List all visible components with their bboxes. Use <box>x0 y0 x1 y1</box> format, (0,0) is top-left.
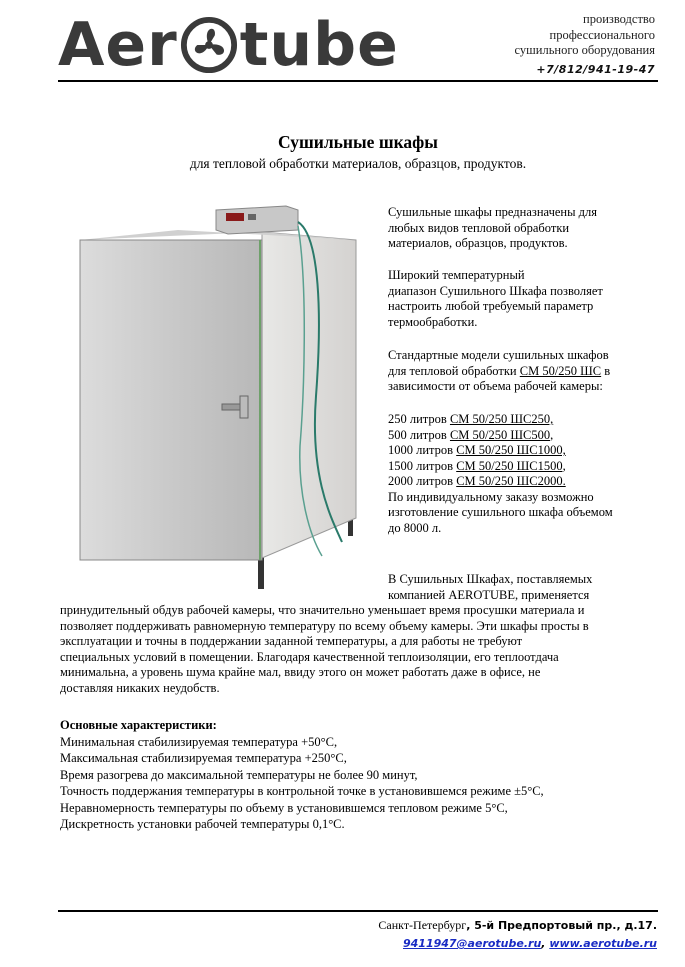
logo-text-left: Aer <box>58 10 178 80</box>
list-item: 250 литров СМ 50/250 ШС250, <box>388 412 554 426</box>
spec-item: Неравномерность температуры по объему в установившемся тепловом режиме 5°С, <box>60 800 508 815</box>
list-item: 2000 литров СМ 50/250 ШС2000. <box>388 474 566 488</box>
company-tagline <box>515 12 655 59</box>
model-link[interactable]: СМ 50/250 ШС2000. <box>456 474 566 488</box>
drying-cabinet-image <box>60 196 372 594</box>
text-line: В Сушильных Шкафах, поставляемых <box>388 572 593 586</box>
fan-icon <box>180 16 238 74</box>
text-line: Широкий температурный <box>388 268 525 282</box>
list-item: 1000 литров СМ 50/250 ШС1000, <box>388 443 566 457</box>
page-subtitle: для тепловой обработки материалов, образцов, продуктов. <box>189 156 527 171</box>
text-fragment: в <box>601 363 611 378</box>
text-line: зависимости от объема рабочей камеры: <box>388 379 603 393</box>
text-line: принудительный обдув рабочей камеры, что значительно уменьшает время просушки материала и <box>60 603 585 617</box>
model-link[interactable]: СМ 50/250 ШС1000, <box>456 443 566 457</box>
header-divider <box>58 80 658 82</box>
text-line: По индивидуальному заказу возможно <box>388 489 594 504</box>
text-line: термообработки. <box>388 314 478 329</box>
footer-divider <box>58 910 658 912</box>
text-line: Сушильные шкафы предназначены для <box>388 205 597 219</box>
tagline-line: профессионального <box>549 27 655 42</box>
footer-city: Санкт-Петербург <box>378 918 467 932</box>
text-line: компанией AEROTUBE, применяется <box>388 587 590 602</box>
text-line: специальных условий в помещении. Благодаря качественной теплоизоляции, его теплоотдача <box>60 649 559 664</box>
text-line <box>388 364 650 380</box>
model-series-link[interactable]: СМ 50/250 ШС <box>519 363 602 378</box>
header-phone: +7/812/941-19-47 <box>536 63 655 76</box>
tagline-line: производство <box>583 12 655 26</box>
intro-paragraph-3 <box>388 348 650 395</box>
spec-item: Точность поддержания температуры в контрольной точке в установившемся режиме ±5°С, <box>60 784 544 798</box>
intro-paragraph-1 <box>388 205 650 252</box>
text-line: изготовление сушильного шкафа объемом <box>388 505 613 519</box>
footer-contacts <box>403 937 657 950</box>
text-fragment: для тепловой обработки <box>388 363 520 378</box>
page-title: Сушильные шкафы <box>278 132 438 152</box>
spec-item: Максимальная стабилизируемая температура +250°С, <box>60 751 347 765</box>
text-line: доставляя никаких неудобств. <box>60 680 220 695</box>
spec-item: Время разогрева до максимальной температуры не более 90 минут, <box>60 767 418 782</box>
model-link[interactable]: СМ 50/250 ШС250, <box>449 412 554 426</box>
specifications-heading: Основные характеристики: <box>60 718 217 732</box>
text-line: минимальна, а уровень шума крайне мал, ввиду этого он может работать даже в офисе, не <box>60 665 541 679</box>
footer-address <box>378 918 657 933</box>
footer-street: , 5-й Предпортовый пр., д.17. <box>466 919 657 932</box>
spec-item: Минимальная стабилизируемая температура +50°С, <box>60 734 338 749</box>
text-line: эксплуатации и точны в поддержании заданной температуры, а для работы не требуют <box>60 634 523 648</box>
text-line: до 8000 л. <box>388 520 442 535</box>
model-link[interactable]: СМ 50/250 ШС1500, <box>456 458 566 473</box>
text-line: Стандартные модели сушильных шкафов <box>388 348 609 362</box>
intro-paragraph-2 <box>388 268 650 330</box>
model-link[interactable]: СМ 50/250 ШС500, <box>449 427 554 442</box>
aerotube-paragraph-body <box>60 603 660 696</box>
models-list <box>388 412 650 536</box>
list-item: 500 литров СМ 50/250 ШС500, <box>388 427 554 442</box>
aerotube-paragraph-start <box>388 572 650 603</box>
separator: , <box>541 937 550 950</box>
text-line: настроить любой требуемый параметр <box>388 299 594 313</box>
text-line: позволяет поддерживать равномерную температуру по всему объему камеры. Эти шкафы просты в <box>60 618 589 633</box>
text-line: любых видов тепловой обработки <box>388 220 570 235</box>
spec-item: Дискретность установки рабочей температуры 0,1°С. <box>60 817 345 831</box>
specifications-section <box>60 717 544 833</box>
text-line: диапазон Сушильного Шкафа позволяет <box>388 283 603 298</box>
text-line: материалов, образцов, продуктов. <box>388 236 568 250</box>
aerotube-logo <box>58 10 399 80</box>
list-item: 1500 литров СМ 50/250 ШС1500, <box>388 458 566 473</box>
logo-text-right: tube <box>239 10 399 80</box>
tagline-line: сушильного оборудования <box>514 43 655 57</box>
website-link[interactable]: www.aerotube.ru <box>549 937 657 950</box>
email-link[interactable]: 9411947@aerotube.ru <box>402 937 542 950</box>
